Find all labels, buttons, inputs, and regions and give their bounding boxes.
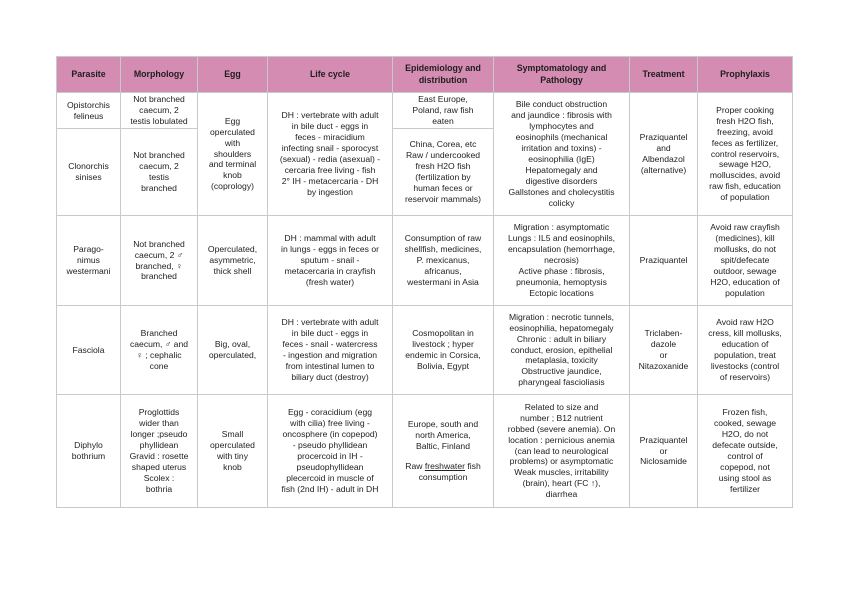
cell-egg: Operculated, asymmetric, thick shell: [198, 216, 268, 306]
cell-parasite: Fasciola: [57, 306, 121, 395]
table-row-paragonimus: [57, 216, 793, 306]
cell-parasite: Diphylo bothrium: [57, 395, 121, 508]
parasite-table: [56, 56, 793, 508]
cell-epidemiology: Cosmopolitan in livestock ; hyper endemic in Corsica, Bolivia, Egypt: [393, 306, 494, 395]
epidemiology-prefix: Raw: [405, 460, 425, 471]
cell-treatment: Praziquantel or Niclosamide: [630, 395, 698, 508]
cell-life-cycle: DH : vertebrate with adult in bile duct - eggs in feces - snail - watercress - ingestion and migration from intestinal lumen to biliary duct (destroy): [268, 306, 393, 395]
cell-epidemiology: East Europe, Poland, raw fish eaten: [393, 93, 494, 129]
cell-life-cycle: DH : mammal with adult in lungs - eggs in feces or sputum - snail - metacercaria in crayfish (fresh water): [268, 216, 393, 306]
cell-morphology: Not branched caecum, 2 ♂ branched, ♀ branched: [121, 216, 198, 306]
cell-egg: Big, oval, operculated,: [198, 306, 268, 395]
cell-egg: Egg operculated with shoulders and terminal knob (coprology): [198, 93, 268, 216]
cell-parasite: Clonorchis sinises: [57, 129, 121, 216]
cell-prophylaxis: Avoid raw H2O cress, kill mollusks, education of population, treat livestocks (control of reservoirs): [698, 306, 793, 395]
table-row-diphyllobothrium: [57, 395, 793, 508]
header-morphology: Morphology: [121, 57, 198, 93]
cell-symptomatology: Bile conduct obstruction and jaundice : fibrosis with lymphocytes and eosinophils (mechanical irritation and toxins) - eosinophilia (IgE) Hepatomegaly and digestive disorders Gallstones and cholecystitis colicky: [494, 93, 630, 216]
table-row-fasciola: [57, 306, 793, 395]
cell-parasite: Opistorchis felineus: [57, 93, 121, 129]
cell-life-cycle: DH : vertebrate with adult in bile duct - eggs in feces - miracidium infecting snail - sporocyst (sexual) - redia (asexual) - cercaria free living - fish 2° IH - metacercaria - DH by ingestion: [268, 93, 393, 216]
table-row-opisthorchis: [57, 93, 793, 129]
freshwater-link[interactable]: freshwater: [424, 460, 465, 471]
cell-epidemiology: China, Corea, etc Raw / undercooked fresh H2O fish (fertilization by human feces or reservoir mammals): [393, 129, 494, 216]
header-prophylaxis: Prophylaxis: [698, 57, 793, 93]
cell-treatment: Praziquantel: [630, 216, 698, 306]
cell-morphology: Branched caecum, ♂ and ♀ ; cephalic cone: [121, 306, 198, 395]
cell-symptomatology: Related to size and number ; B12 nutrient robbed (severe anemia). On location : pernicious anemia (can lead to neurological problems) or asymptomatic Weak muscles, irritability (brain), heart (FC ↑), diarrhea: [494, 395, 630, 508]
cell-morphology: Not branched caecum, 2 testis lobulated: [121, 93, 198, 129]
cell-prophylaxis: Frozen fish, cooked, sewage H2O, do not defecate outside, control of copepod, not using stool as fertilizer: [698, 395, 793, 508]
cell-morphology: Proglottids wider than longer ;pseudo phyllidean Gravid : rosette shaped uterus Scolex : bothria: [121, 395, 198, 508]
header-parasite: Parasite: [57, 57, 121, 93]
header-symptomatology: Symptomatology and Pathology: [494, 57, 630, 93]
cell-epidemiology: Consumption of raw shellfish, medicines, P. mexicanus, africanus, westermani in Asia: [393, 216, 494, 306]
cell-prophylaxis: Avoid raw crayfish (medicines), kill mollusks, do not spit/defecate outdoor, sewage H2O, education of population: [698, 216, 793, 306]
header-egg: Egg: [198, 57, 268, 93]
epidemiology-regions: Europe, south and north America, Baltic, Finland: [407, 419, 479, 452]
cell-symptomatology: Migration : asymptomatic Lungs : IL5 and eosinophils, encapsulation (hemorrhage, necrosis) Active phase : fibrosis, pneumonia, hemoptysis Ectopic locations: [494, 216, 630, 306]
cell-morphology: Not branched caecum, 2 testis branched: [121, 129, 198, 216]
header-row: [57, 57, 793, 93]
cell-prophylaxis: Proper cooking fresh H2O fish, freezing, avoid feces as fertilizer, control reservoirs, sewage H2O, molluscides, avoid raw fish, education of population: [698, 93, 793, 216]
cell-treatment: Triclaben- dazole or Nitazoxanide: [630, 306, 698, 395]
header-epidemiology: Epidemiology and distribution: [393, 57, 494, 93]
cell-egg: Small operculated with tiny knob: [198, 395, 268, 508]
cell-parasite: Parago- nimus westermani: [57, 216, 121, 306]
header-life-cycle: Life cycle: [268, 57, 393, 93]
epidemiology-suffix: fish consumption: [418, 460, 481, 482]
cell-life-cycle: Egg - coracidium (egg with cilia) free living - oncosphere (in copepod) - pseudo phyllidean procercoid in IH - pseudophyllidean plecercoid in muscle of fish (2nd IH) - adult in DH: [268, 395, 393, 508]
header-treatment: Treatment: [630, 57, 698, 93]
epidemiology-consumption: [396, 461, 490, 483]
cell-treatment: Praziquantel and Albendazol (alternative): [630, 93, 698, 216]
cell-epidemiology: [393, 395, 494, 508]
cell-symptomatology: Migration : necrotic tunnels, eosinophilia, hepatomegaly Chronic : adult in biliary conduct, erosion, epithelial metaplasia, toxicity Obstructive jaundice, pharyngeal fascioliasis: [494, 306, 630, 395]
